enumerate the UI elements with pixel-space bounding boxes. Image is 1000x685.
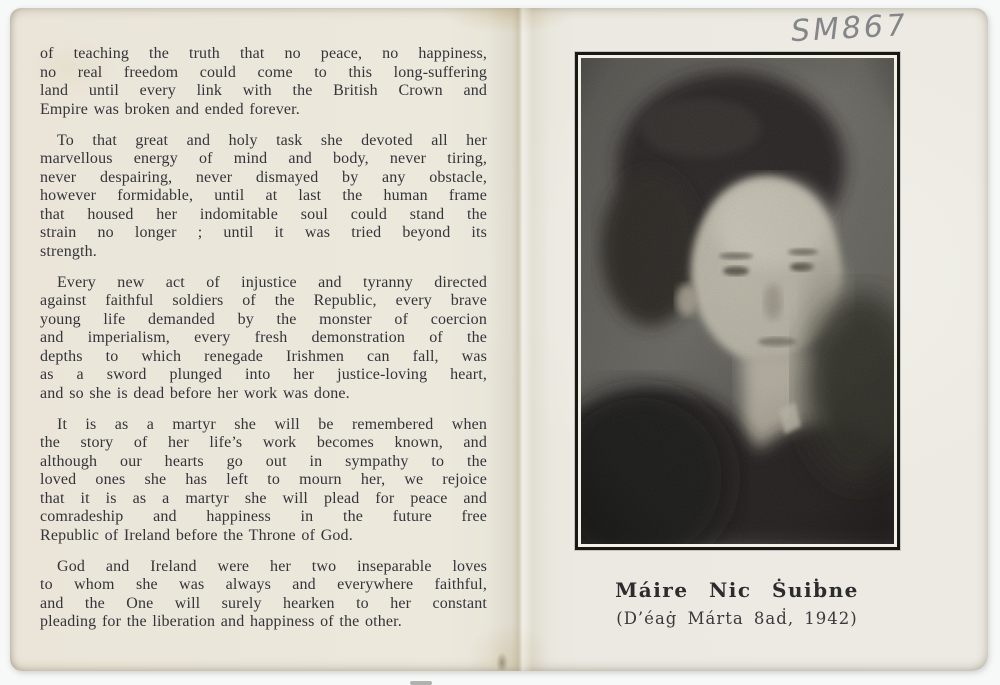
text-line: and the One will surely hearken to her constant: [40, 594, 487, 612]
pencil-annotation: SM867: [788, 7, 910, 50]
text-line: pleading for the liberation and happiness of the other.: [40, 613, 402, 630]
caption-name: Máire Nic Ṡuiḃne: [615, 578, 859, 602]
text-line: Republic of Ireland before the Throne of God.: [40, 526, 353, 544]
text-line: land until every link with the British Crown and: [40, 82, 487, 99]
paragraph: [40, 416, 487, 546]
text-line: strength.: [40, 242, 97, 260]
portrait-illustration: [581, 58, 894, 544]
text-line: although our hearts go out in sympathy to the: [40, 452, 487, 470]
text-line: the story of her life’s work becomes known, and: [40, 434, 487, 451]
text-line: never despairing, never dismayed by any obstacle,: [40, 168, 487, 186]
text-line: that it is as a martyr she will plead for peace and: [40, 489, 487, 507]
scan-edge-mark: [410, 681, 432, 685]
text-line: of teaching the truth that no peace, no happiness,: [40, 45, 487, 62]
text-line: and so she is dead before her work was done.: [40, 384, 350, 402]
text-line: comradeship and happiness in the future free: [40, 508, 487, 525]
text-line: Every new act of injustice and tyranny directed: [57, 273, 487, 291]
text-line: marvellous energy of mind and body, never tiring,: [40, 150, 487, 167]
fold-bottom-nick: [496, 652, 508, 670]
portrait-photo: [575, 52, 900, 550]
text-line: loved ones she has left to mourn her, we rejoice: [40, 471, 487, 488]
text-line: however formidable, until at last the human frame: [40, 187, 487, 204]
center-fold-crease: [488, 8, 550, 671]
text-line: to whom she was always and everywhere faithful,: [40, 576, 487, 593]
text-line: young life demanded by the monster of coercion: [40, 310, 487, 328]
paragraph: [40, 132, 487, 262]
text-line: that housed her indomitable soul could stand the: [40, 205, 487, 223]
text-line: God and Ireland were her two inseparable loves: [57, 557, 487, 575]
paragraph: [40, 274, 487, 404]
text-line: strain no longer ; until it was tried beyond its: [40, 224, 487, 241]
text-line: It is as a martyr she will be remembered when: [57, 415, 487, 433]
paragraph: [40, 558, 487, 632]
text-line: depths to which renegade Irishmen can fall, was: [40, 347, 487, 365]
text-line: as a sword plunged into her justice-loving heart,: [40, 366, 487, 383]
memorial-card: [10, 8, 988, 671]
text-line: no real freedom could come to this long-suffering: [40, 63, 487, 81]
text-line: To that great and holy task she devoted all her: [57, 131, 487, 149]
paragraph: [40, 45, 487, 119]
left-page-text: [40, 45, 487, 644]
text-line: against faithful soldiers of the Republic, every brave: [40, 292, 487, 309]
caption-date: (D’éaġ Márta 8aḋ, 1942): [616, 609, 858, 628]
text-line: and imperialism, every fresh demonstration of the: [40, 329, 487, 346]
text-line: Empire was broken and ended forever.: [40, 100, 300, 118]
